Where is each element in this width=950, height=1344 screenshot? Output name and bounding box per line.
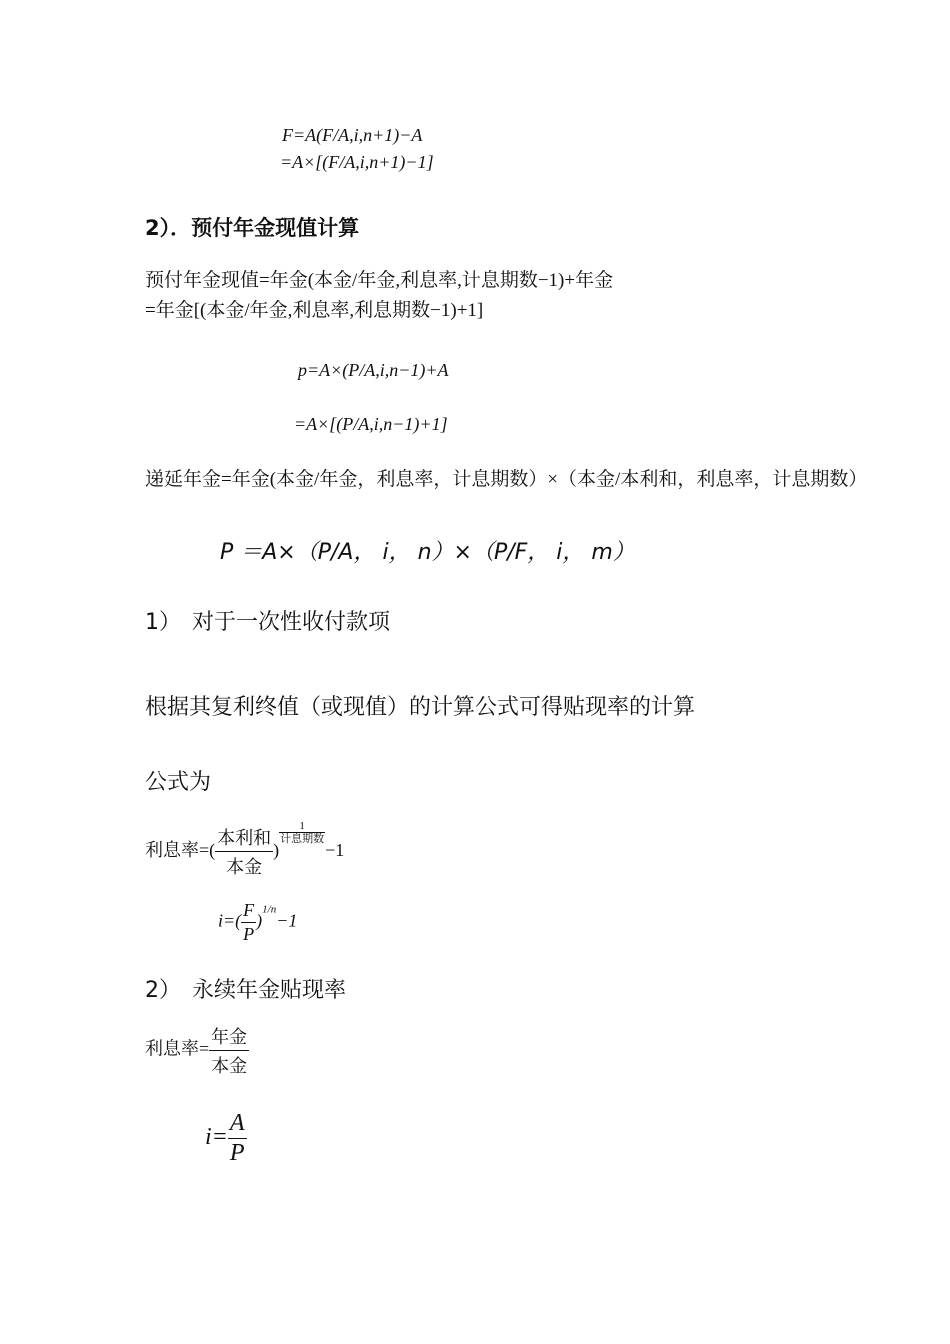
perpetuity-words-fraction xyxy=(209,1023,249,1078)
deferred-annuity-formula: P ＝A×（P/A， i， n）×（P/F， i， m） xyxy=(220,540,635,565)
rate-formula-words-exponent xyxy=(279,820,325,845)
rate-formula-symbols-close: ) xyxy=(256,910,263,931)
rate-formula-symbols-tail: −1 xyxy=(276,910,298,931)
rate-formula-words-lhs: 利息率=( xyxy=(145,840,216,860)
pv-annuity-due-formula-line1: p=A×(P/A,i,n−1)+A xyxy=(298,360,449,380)
rate-formula-symbols-numerator: F xyxy=(241,900,256,923)
perpetuity-formula-symbols xyxy=(205,1110,247,1167)
rate-formula-words-fraction xyxy=(215,824,273,879)
rate-formula-symbols xyxy=(218,900,297,945)
rate-formula-symbols-exponent: 1/n xyxy=(262,903,277,916)
item2-title: 2） 永续年金贴现率 xyxy=(145,978,346,1003)
perpetuity-words-lhs: 利息率= xyxy=(145,1038,210,1059)
perpetuity-symbols-numerator: A xyxy=(228,1110,247,1139)
paragraph-line2: 公式为 xyxy=(145,770,212,795)
rate-formula-words xyxy=(145,820,344,879)
rate-formula-symbols-denominator: P xyxy=(243,924,255,944)
fv-formula-line1: F=A(F/A,i,n+1)−A xyxy=(282,125,423,145)
perpetuity-symbols-denominator: P xyxy=(229,1140,245,1166)
rate-formula-words-tail: −1 xyxy=(325,840,345,860)
perpetuity-symbols-fraction xyxy=(228,1110,247,1167)
pv-annuity-due-text-line1: 预付年金现值=年金(本金/年金,利息率,计息期数−1)+年金 xyxy=(145,270,614,291)
paragraph-line1: 根据其复利终值（或现值）的计算公式可得贴现率的计算 xyxy=(145,695,696,720)
pv-annuity-due-formula-line2: =A×[(P/A,i,n−1)+1] xyxy=(294,414,448,434)
rate-formula-words-denominator: 本金 xyxy=(226,857,263,878)
rate-formula-words-close: ) xyxy=(273,840,280,860)
pv-annuity-due-text-line2: =年金[(本金/年金,利息率,利息期数−1)+1] xyxy=(145,300,484,321)
rate-formula-words-exp-denominator: 计息期数 xyxy=(280,833,325,845)
perpetuity-words-denominator: 本金 xyxy=(211,1056,248,1076)
rate-formula-symbols-fraction xyxy=(241,900,256,945)
item1-title: 1） 对于一次性收付款项 xyxy=(145,610,390,635)
perpetuity-formula-words xyxy=(145,1023,249,1078)
perpetuity-words-numerator: 年金 xyxy=(209,1023,249,1051)
rate-formula-words-numerator: 本利和 xyxy=(215,824,273,852)
rate-formula-symbols-lhs: i=( xyxy=(218,910,242,931)
perpetuity-symbols-lhs: i= xyxy=(205,1124,228,1151)
rate-formula-words-exp-numerator: 1 xyxy=(279,820,325,833)
section-heading-pv-annuity-due: 2）．预付年金现值计算 xyxy=(145,216,360,240)
deferred-annuity-text: 递延年金=年金(本金/年金，利息率，计息期数）×（本金/本利和，利息率，计息期数） xyxy=(145,469,868,490)
fv-formula-line2: =A×[(F/A,i,n+1)−1] xyxy=(280,152,434,172)
